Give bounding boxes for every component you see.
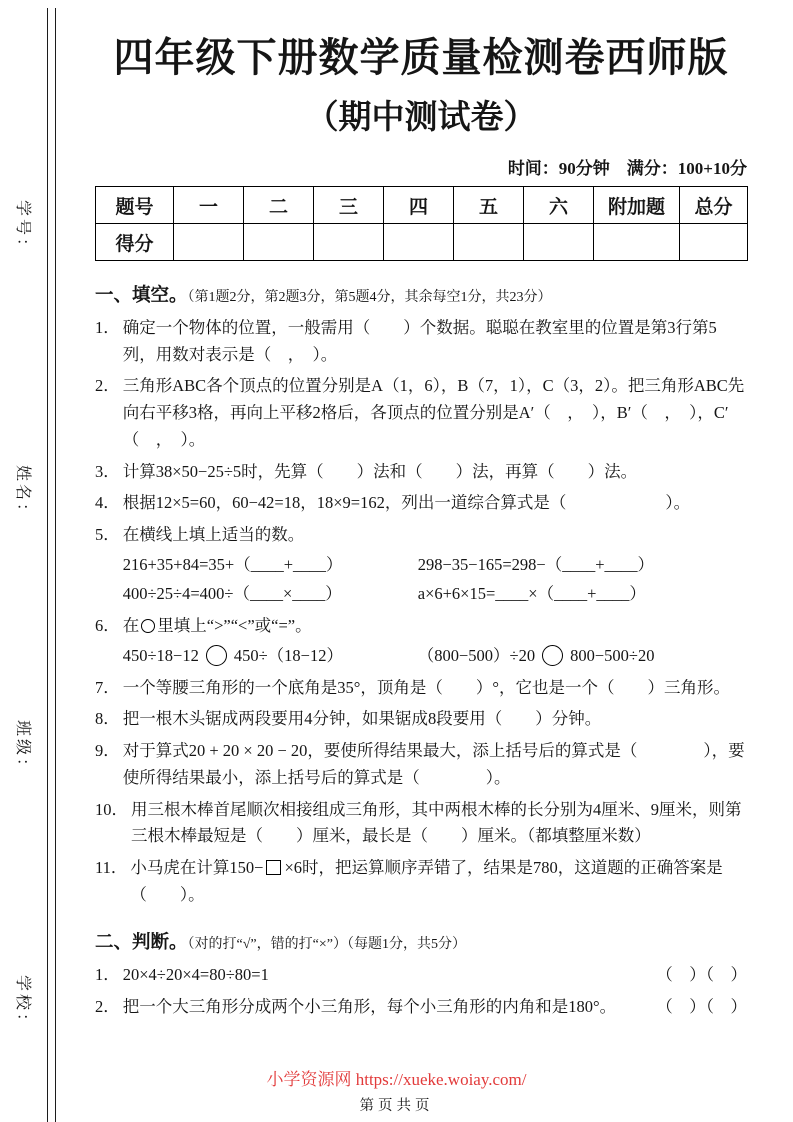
source-site-text: 小学资源网 https://xueke.woiay.com/ [266,1070,527,1089]
expression: 450÷（18−12） [233,645,343,665]
question-number: 7． [95,677,120,697]
fill-question-4 [95,490,747,517]
question-number: 8． [95,709,120,729]
class-label: 班级： [14,720,31,778]
expression: （800−500）÷20 [417,645,536,665]
header-cell: 题号 [96,187,174,224]
page-subtitle: （期中测试卷） [305,100,537,136]
page-number-text: 第页共页 [359,1098,434,1114]
fill-question-10 [95,797,747,850]
section2-heading [95,928,747,954]
header-cell: 四 [384,187,454,224]
equation: 400÷25÷4=400÷（____×____） [122,584,342,604]
question-number: 2． [95,376,120,396]
fill-question-5 [95,522,747,608]
header-cell: 二 [244,187,314,224]
score-table [95,186,748,261]
answer-blank: （ ）（ ） [656,965,747,985]
question-text-part: 在 [122,616,140,636]
question-number: 11． [95,857,128,877]
question-text-part: 里填上“>”“<”或“=”。 [157,616,312,636]
section1-heading [95,281,747,307]
question-text: 根据12×5=60，60−42=18，18×9=162，列出一道综合算式是（ ）。 [122,493,691,513]
score-cell [244,224,314,261]
question-number: 5． [95,525,120,545]
question-text-part: ×6时，把运算顺序弄错了，结果是780，这道题的正确答案是（ ）。 [130,857,723,904]
equation-row [123,581,747,608]
question-text: 对于算式20 + 20 × 20 − 20，要使所得结果最大，添上括号后的算式是（ ），要使所得结果最小，添上括号后的算式是（ ）。 [122,741,745,787]
question-text: 三角形ABC各个顶点的位置分别是A（1，6），B（7，1），C（3，2）。把三角形ABC先向右平移3格，再向上平移2格后，各顶点的位置分别是A′（ ， ），B′（ ， ），C′（ ， ）。 [122,376,745,449]
comparison-left [123,643,418,670]
header-cell: 一 [174,187,244,224]
blank-box [266,860,281,875]
equation-row [123,552,747,579]
fill-question-6 [95,613,747,669]
header-cell: 附加题 [594,187,680,224]
question-number: 4． [95,493,120,513]
fill-question-7 [95,675,747,702]
fill-question-8 [95,706,747,733]
student-name-label: 姓名： [14,465,31,523]
student-id-label: 学号： [14,200,31,258]
question-number: 10． [95,799,128,819]
score-cell [680,224,748,261]
equation: 216+35+84=35+（____+____） [122,554,343,574]
question-text-part: 小马虎在计算150− [130,857,264,877]
circle-icon [141,619,155,633]
school-label: 学校： [14,975,31,1033]
question-text: 用三根木棒首尾顺次相接组成三角形，其中两根木棒的长分别为4厘米、9厘米，则第三根木棒最短是（ ）厘米，最长是（ ）厘米。（都填整厘米数） [131,799,742,846]
score-cell [524,224,594,261]
fill-question-9 [95,738,747,791]
question-text: 确定一个物体的位置，一般需用（ ）个数据。聪聪在教室里的位置是第3行第5列，用数对表示是（ ， ）。 [122,318,717,364]
header-cell: 五 [454,187,524,224]
judge-question-2 [95,994,747,1021]
section2-title: 二、判断。 [95,933,188,954]
question-number: 2． [95,997,120,1017]
question-text: 20×4÷20×4=80÷80=1 [122,965,269,985]
score-cell [594,224,680,261]
question-text [123,613,747,640]
page-title: 四年级下册数学质量检测卷西师版 [113,35,729,80]
fill-question-2 [95,373,747,453]
comparison-right [418,643,655,670]
binding-line-inner [55,8,56,1122]
score-cell [384,224,454,261]
score-table-score-row [96,224,748,261]
header-cell: 总分 [680,187,748,224]
equation: 298−35−165=298−（____+____） [417,554,655,574]
section2-note: （对的打“√”，错的打“×”）（每题1分，共5分） [187,937,466,953]
section1-title: 一、填空。 [95,286,188,306]
question-number: 3． [95,461,120,481]
question-number: 1． [95,965,120,985]
question-text: 把一个大三角形分成两个小三角形，每个小三角形的内角和是180°。 [122,997,617,1017]
question-text: 一个等腰三角形的一个底角是35°，顶角是（ ）°，它也是一个（ ）三角形。 [122,677,730,697]
question-text: 计算38×50−25÷5时，先算（ ）法和（ ）法，再算（ ）法。 [122,461,638,481]
fill-question-1 [95,315,747,368]
fill-question-11 [95,855,747,908]
question-text: 把一根木头锯成两段要用4分钟，如果锯成8段要用（ ）分钟。 [122,709,602,729]
equation: a×6+6×15=____×（____+____） [417,584,646,604]
exam-time-score-meta: 时间：90分钟 满分：100+10分 [507,159,747,178]
score-cell [174,224,244,261]
question-number: 9． [95,741,120,761]
section1-note: （第1题2分，第2题3分，第5题4分，其余每空1分，共23分） [187,290,552,305]
expression: 450÷18−12 [122,645,199,665]
judge-question-1 [95,962,747,989]
score-table-header-row [96,187,748,224]
comparison-row [123,643,747,670]
score-cell [314,224,384,261]
fill-question-3 [95,459,747,486]
binding-line-outer [47,8,48,1122]
header-cell: 六 [524,187,594,224]
answer-blank: （ ）（ ） [656,997,747,1017]
score-label-cell: 得分 [96,224,174,261]
comparison-circle [542,645,563,666]
score-cell [454,224,524,261]
header-cell: 三 [314,187,384,224]
question-text [130,855,747,908]
expression: 800−500÷20 [570,645,655,665]
exam-content [95,26,747,1026]
question-number: 6． [95,616,120,636]
question-number: 1． [95,318,120,337]
question-text: 在横线上填上适当的数。 [122,525,305,545]
comparison-circle [206,645,227,666]
